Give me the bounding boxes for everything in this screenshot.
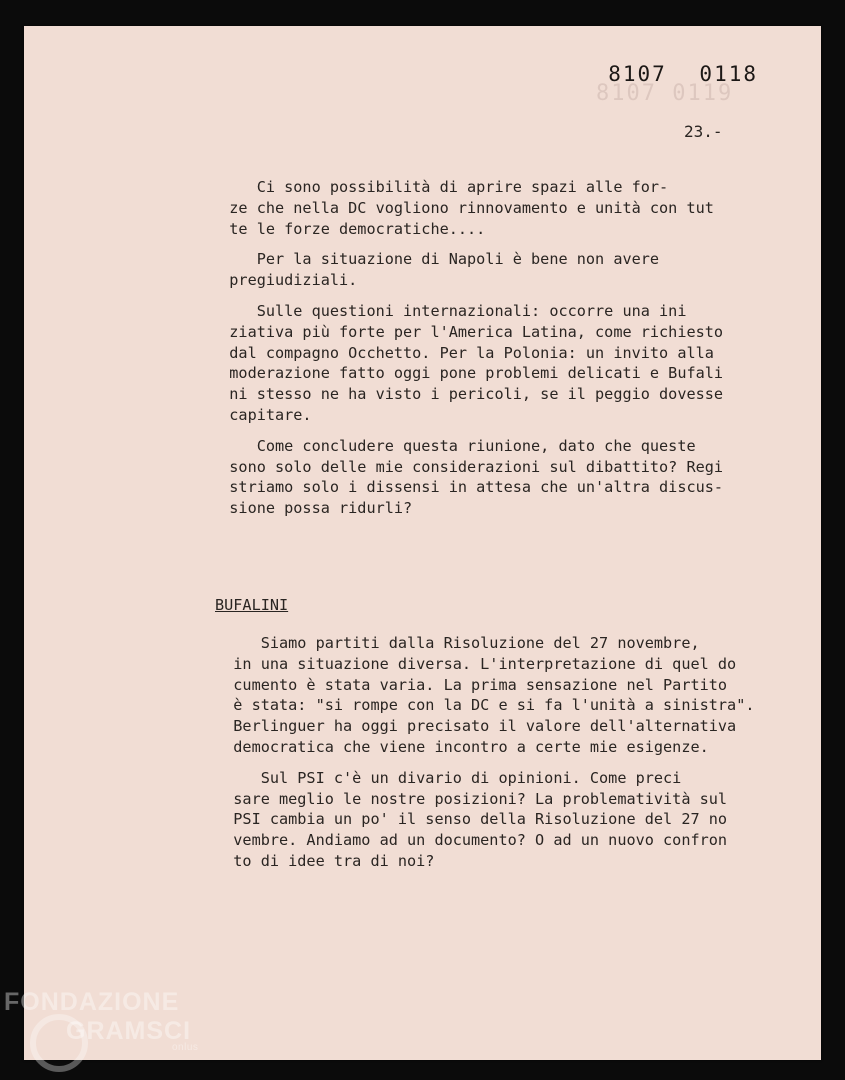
document-id-right: 0118 (699, 62, 758, 86)
document-number (608, 62, 758, 86)
paragraph: Per la situazione di Napoli è bene non avere pregiudiziali. (229, 250, 660, 290)
paragraph: Come concludere questa riunione, dato che queste sono solo delle mie considerazioni sul dibattito? Regi striamo solo i dissensi in attesa che un'altra discus- sione possa ridurli? (229, 436, 724, 518)
speaker-heading: BUFALINI (215, 596, 289, 614)
show-through-number: 8107 0119 (596, 81, 734, 106)
document-id-left: 8107 (608, 62, 667, 86)
watermark-line3: onlus (172, 1042, 199, 1053)
speaker-text (215, 633, 795, 882)
document-page (24, 26, 821, 1060)
watermark-logo (4, 988, 198, 1053)
paragraph: Siamo partiti dalla Risoluzione del 27 novembre, in una situazione diversa. L'interpretazione di quel do cumento è stata varia. La prima sensazione nel Partito è stata: "si rompe con la DC e si fa l'unità a sinistra". Berlinguer ha oggi precisato il valore dell'alternativa democratica che viene incontro a certe mie esigenze. (233, 634, 755, 756)
intervention-text (211, 177, 791, 529)
watermark-line2: GRAMSCI (66, 1017, 192, 1045)
paragraph: Ci sono possibilità di aprire spazi alle for- ze che nella DC vogliono rinnovamento e unità con tut te le forze democratiche.... (229, 178, 714, 238)
paragraph: Sul PSI c'è un divario di opinioni. Come preci sare meglio le nostre posizioni? La problematività sul PSI cambia un po' il senso della Risoluzione del 27 no vembre. Andiamo ad un documento? O ad un nuovo confron to di idee tra di noi? (233, 768, 728, 870)
paragraph: Sulle questioni internazionali: occorre una ini ziativa più forte per l'America Latina, come richiesto dal compagno Occhetto. Per la Polonia: un invito alla moderazione fatto oggi pone problemi delicati e Bufali ni stesso ne ha visto i pericoli, se il peggio dovesse capitare. (229, 301, 724, 424)
watermark-line1: FONDAZIONE (4, 988, 180, 1016)
page-number: 23.- (684, 122, 723, 141)
